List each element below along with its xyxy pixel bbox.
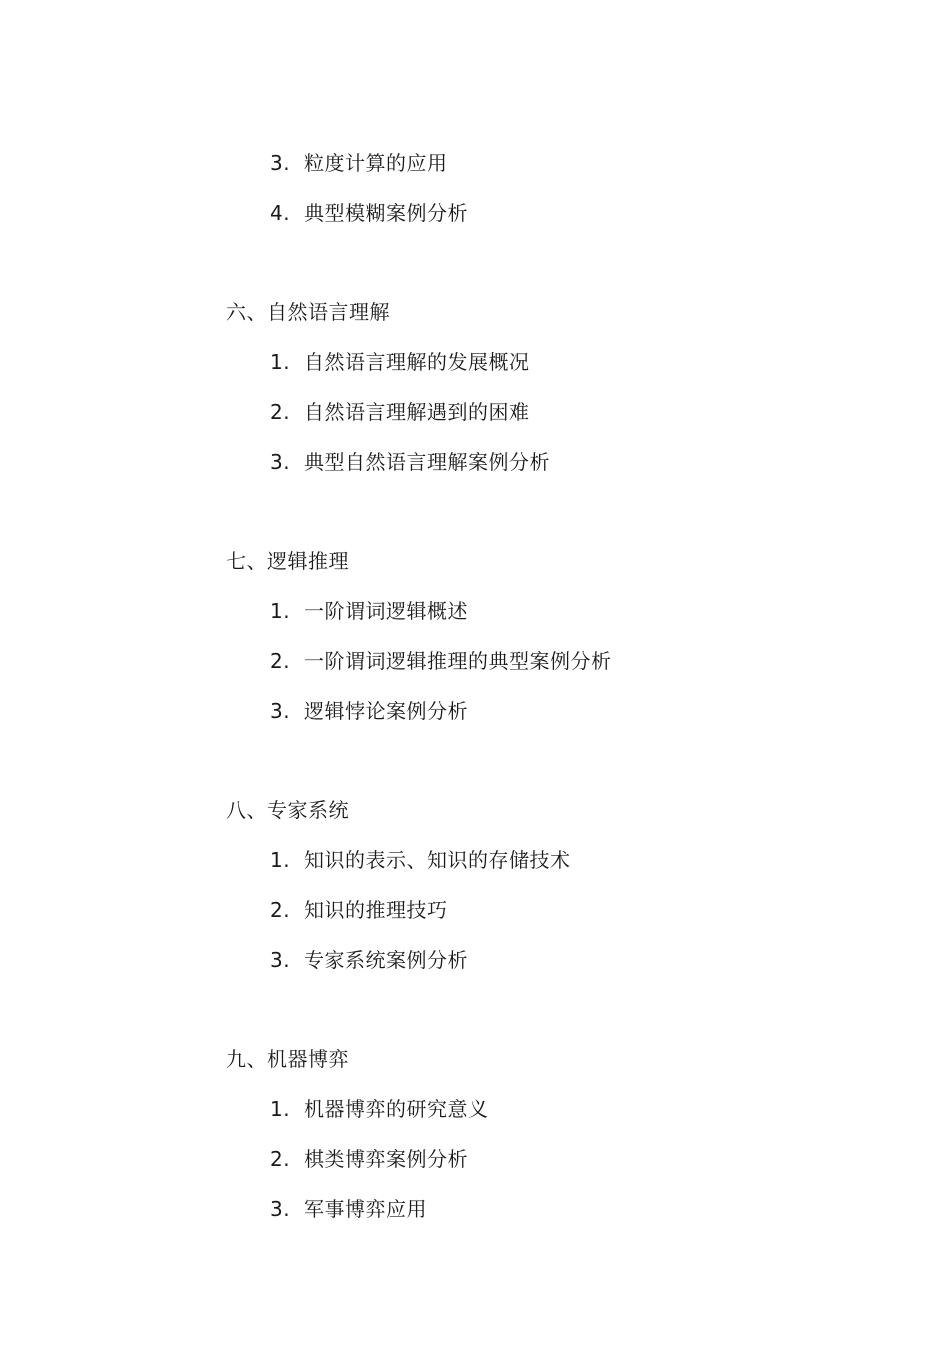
item-text: 军事博弈应用: [304, 1197, 427, 1221]
outline-item: [270, 399, 530, 425]
outline-item: [270, 847, 571, 873]
item-text: 逻辑悖论案例分析: [304, 699, 468, 723]
item-number: 1.: [270, 350, 291, 374]
item-text: 典型自然语言理解案例分析: [304, 450, 550, 474]
outline-item: [270, 200, 468, 226]
outline-item: [270, 349, 530, 375]
item-text: 粒度计算的应用: [304, 151, 448, 175]
item-number: 3.: [270, 1197, 291, 1221]
outline-item: [270, 598, 468, 624]
item-text: 典型模糊案例分析: [304, 201, 468, 225]
outline-item: [270, 947, 468, 973]
section-heading: 六、自然语言理解: [226, 300, 390, 324]
section-heading: 八、专家系统: [226, 798, 349, 822]
outline-item: [270, 449, 550, 475]
outline-item: [270, 1196, 427, 1222]
item-text: 棋类博弈案例分析: [304, 1147, 468, 1171]
item-text: 机器博弈的研究意义: [304, 1097, 489, 1121]
item-number: 2.: [270, 1147, 291, 1171]
item-number: 4.: [270, 201, 291, 225]
item-number: 1.: [270, 848, 291, 872]
item-number: 1.: [270, 599, 291, 623]
outline-item: [270, 150, 448, 176]
outline-item: [270, 897, 448, 923]
outline-item: [270, 648, 612, 674]
item-number: 2.: [270, 649, 291, 673]
outline-item: [270, 1096, 489, 1122]
item-number: 2.: [270, 400, 291, 424]
item-number: 3.: [270, 151, 291, 175]
item-text: 自然语言理解遇到的困难: [304, 400, 530, 424]
item-text: 知识的表示、知识的存储技术: [304, 848, 571, 872]
section-heading: 七、逻辑推理: [226, 549, 349, 573]
item-number: 3.: [270, 450, 291, 474]
outline-item: [270, 698, 468, 724]
item-text: 知识的推理技巧: [304, 898, 448, 922]
item-number: 3.: [270, 699, 291, 723]
item-number: 3.: [270, 948, 291, 972]
item-text: 一阶谓词逻辑概述: [304, 599, 468, 623]
item-text: 专家系统案例分析: [304, 948, 468, 972]
outline-item: [270, 1146, 468, 1172]
section-heading: 九、机器博弈: [226, 1047, 349, 1071]
item-number: 2.: [270, 898, 291, 922]
item-text: 自然语言理解的发展概况: [304, 350, 530, 374]
item-number: 1.: [270, 1097, 291, 1121]
item-text: 一阶谓词逻辑推理的典型案例分析: [304, 649, 612, 673]
